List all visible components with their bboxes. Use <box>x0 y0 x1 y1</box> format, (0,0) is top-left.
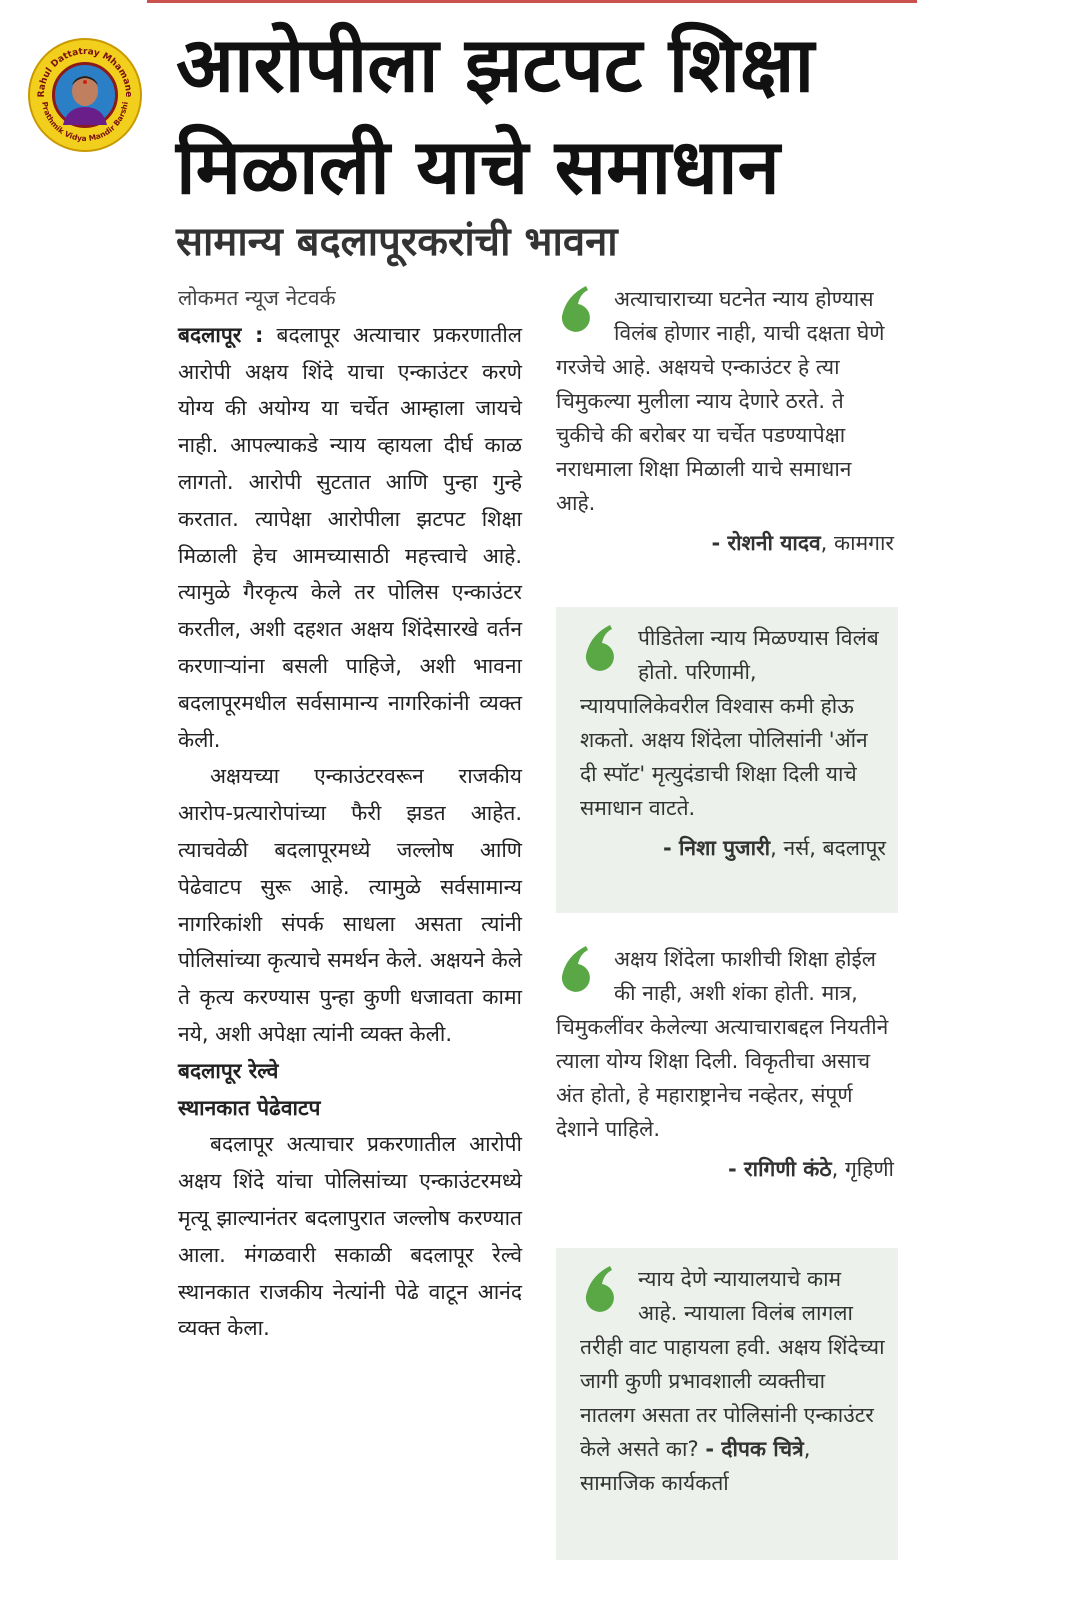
quote-author <box>580 831 886 865</box>
top-rule <box>147 0 917 3</box>
crosshead-line-2: स्थानकात पेढेवाटप <box>178 1095 321 1120</box>
quote-text: अक्षय शिंदेला फाशीची शिक्षा होईल की नाही, अशी शंका होती. मात्र, चिमुकलींवर केलेल्या अत्याचाराबद्दल नियतीने त्याला योग्य शिक्षा दिली. विकृतीचा असाच अंत होतो, हे महाराष्ट्रानेच नव्हेतर, संपूर्ण देशाने पाहिले. <box>556 947 889 1141</box>
quote-author-role: , सामाजिक कार्यकर्ता <box>580 1437 811 1495</box>
article-body <box>178 280 522 1347</box>
page-subtitle: सामान्य बदलापूरकरांची भावना <box>176 219 618 265</box>
crosshead-line-1: बदलापूर रेल्वे <box>178 1058 279 1083</box>
article-paragraph-3: बदलापूर अत्याचार प्रकरणातील आरोपी अक्षय शिंदे यांचा पोलिसांच्या एन्काउंटरमध्ये मृत्यू झाल्यानंतर बदलापुरात जल्लोष करण्यात आला. मंगळवारी सकाळी बदलापूर रेल्वे स्थानकात राजकीय नेत्यांनी पेढे वाटून आनंद व्यक्त केला. <box>178 1132 522 1341</box>
quote-box-4 <box>556 1248 898 1560</box>
quote-mark-icon <box>580 621 634 679</box>
byline: लोकमत न्यूज नेटवर्क <box>178 286 336 310</box>
quote-mark-icon <box>580 1262 634 1320</box>
quote-author-role: , गृहिणी <box>831 1157 894 1181</box>
article-paragraph-1 <box>178 317 522 759</box>
quote-box-1 <box>556 282 898 560</box>
article-paragraph-2: अक्षयच्या एन्काउंटरवरून राजकीय आरोप-प्रत्यारोपांच्या फैरी झडत आहेत. त्याचवेळी बदलापूरमध्ये जल्लोष आणि पेढेवाटप सुरू आहे. त्यामुळे सर्वसामान्य नागरिकांशी संपर्क साधला असता त्यांनी पोलिसांच्या कृत्याचे समर्थन केले. अक्षयने केले ते कृत्य करण्यास पुन्हा कुणी धजावता कामा नये, अशी अपेक्षा त्यांनी व्यक्त केली. <box>178 764 522 1046</box>
seal-name-text: Rahul Dattatray Mhamane <box>36 46 134 98</box>
quote-mark-icon <box>556 282 610 340</box>
quote-author-name: - रोशनी यादव <box>711 531 821 555</box>
seal-org-text: Prathmik Vidya Mandir Barshi <box>40 101 130 144</box>
quote-box-2 <box>556 607 898 913</box>
quote-author-role: , नर्स, बदलापूर <box>770 836 886 860</box>
quote-author-role: , कामगार <box>820 531 894 555</box>
quote-text: अत्याचाराच्या घटनेत न्याय होण्यास विलंब होणार नाही, याची दक्षता घेणे गरजेचे आहे. अक्षयचे एन्काउंटर हे त्या चिमुकल्या मुलीला न्याय देणारे ठरते. ते चुकीचे की बरोबर या चर्चेत पडण्यापेक्षा नराधमाला शिक्षा मिळाली याचे समाधान आहे. <box>556 287 885 515</box>
dateline: बदलापूर : <box>178 322 264 347</box>
quote-author <box>556 1152 894 1186</box>
page-title: आरोपीला झटपट शिक्षा मिळाली याचे समाधान <box>176 20 815 211</box>
quote-text: पीडितेला न्याय मिळण्यास विलंब होतो. परिणामी, न्यायपालिकेवरील विश्वास कमी होऊ शकतो. अक्षय शिंदेला पोलिसांनी 'ऑन दी स्पॉट' मृत्युदंडाची शिक्षा दिली याचे समाधान वाटते. <box>580 626 879 820</box>
quote-mark-icon <box>556 942 610 1000</box>
profile-seal-logo <box>28 38 142 152</box>
quote-author <box>556 526 894 560</box>
paragraph-1-text: बदलापूर अत्याचार प्रकरणातील आरोपी अक्षय शिंदे याचा एन्काउंटर करणे योग्य की अयोग्य या चर्चेत आम्हाला जायचे नाही. आपल्याकडे न्याय व्हायला दीर्घ काळ लागतो. आरोपी सुटतात आणि पुन्हा गुन्हे करतात. त्यापेक्षा आरोपीला झटपट शिक्षा मिळाली हेच आमच्यासाठी महत्त्वाचे आहे. त्यामुळे गैरकृत्य केले तर पोलिस एन्काउंटर करतील, अशी दहशत अक्षय शिंदेसारखे वर्तन करणाऱ्यांना बसली पाहिजे, अशी भावना बदलापूरमधील सर्वसामान्य नागरिकांनी व्यक्त केली. <box>178 322 522 752</box>
avatar <box>52 62 118 128</box>
quote-text-body: न्याय देणे न्यायालयाचे काम आहे. न्यायाला विलंब लागला तरीही वाट पाहायला हवी. अक्षय शिंदेच्या जागी कुणी प्रभावशाली व्यक्तीचा नातलग असता तर पोलिसांनी एन्काउंटर केले असते का? <box>580 1267 885 1461</box>
quote-author-name: - रागिणी कंठे <box>728 1157 832 1181</box>
quote-author-name: - निशा पुजारी <box>662 836 771 860</box>
quote-box-3 <box>556 942 898 1186</box>
quote-author-name: - दीपक चित्रे <box>705 1437 804 1461</box>
